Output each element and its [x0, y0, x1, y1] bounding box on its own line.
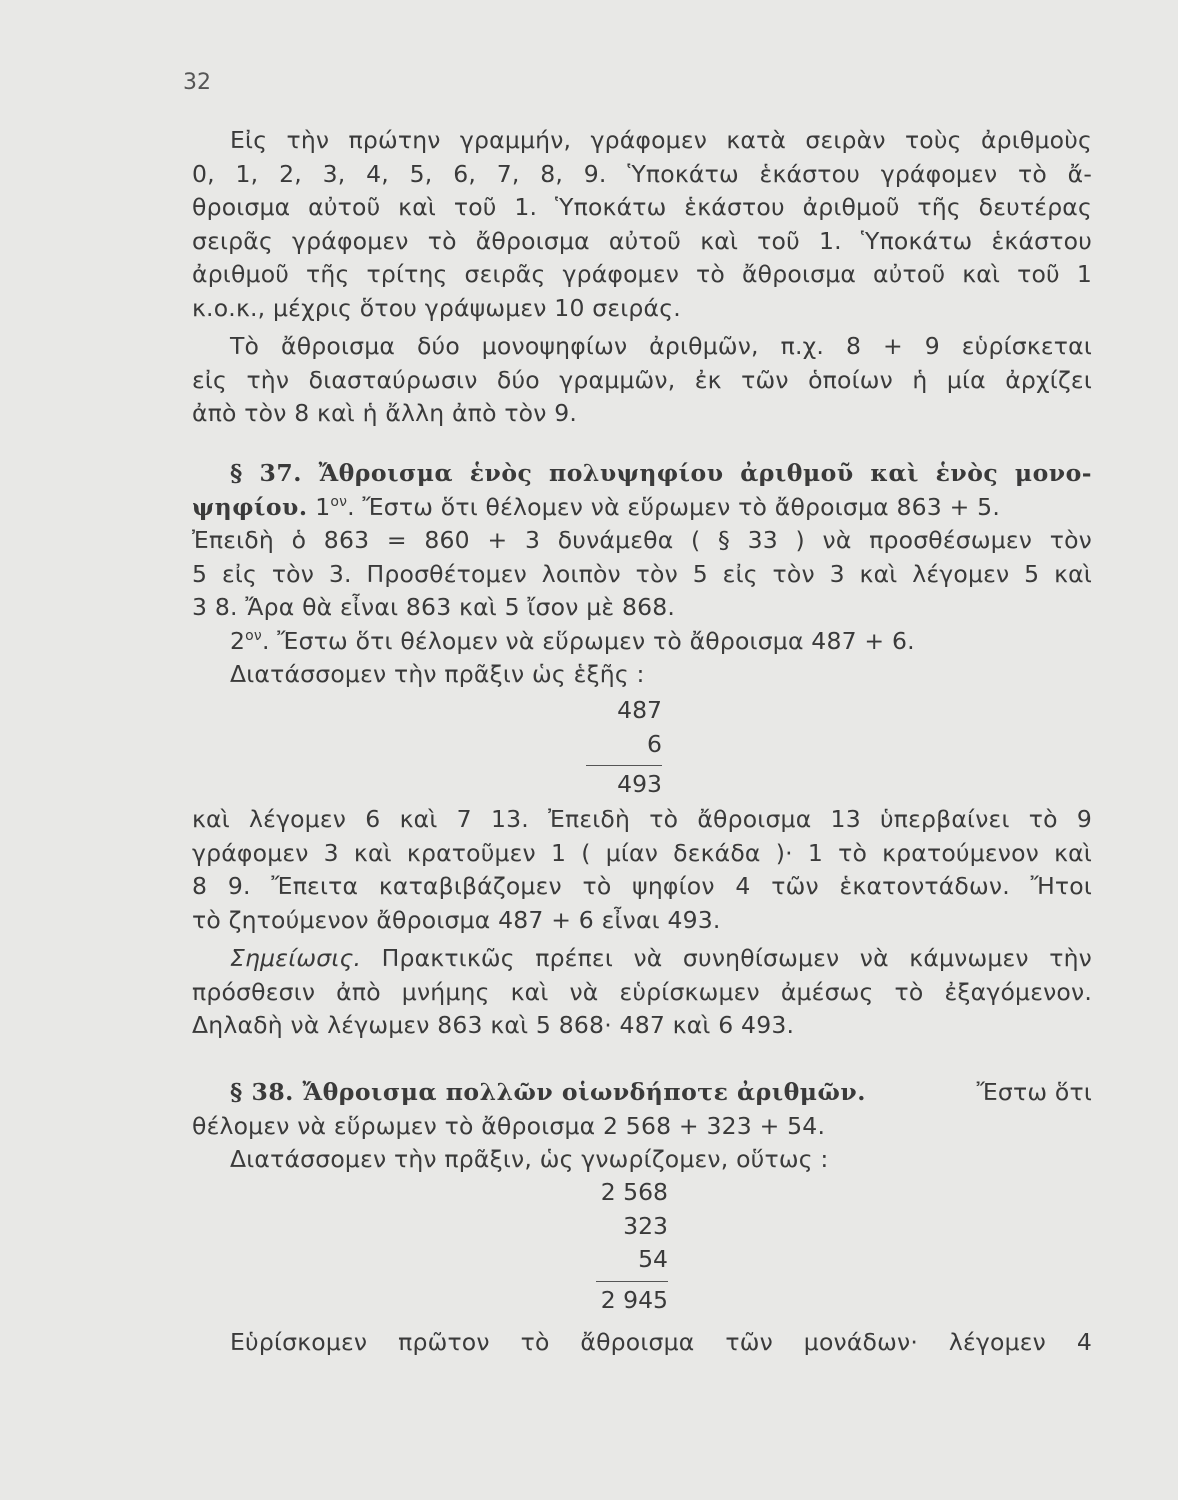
- addend: 487: [617, 696, 662, 724]
- section-37-explanation: [192, 803, 1092, 937]
- text-line: Ἐπειδὴ ὁ 863 = 860 + 3 δυνάμεθα ( § 33 ) νὰ προσθέσωμεν τὸν: [192, 526, 1092, 554]
- note: [192, 942, 1092, 1043]
- text-line: καὶ λέγομεν 6 καὶ 7 13. Ἐπειδὴ τὸ ἄθροισμα 13 ὑπερβαίνει τὸ 9: [192, 805, 1092, 833]
- text-line: γράφομεν 3 καὶ κρατοῦμεν 1 ( μίαν δεκάδα )· 1 τὸ κρατούμενον καὶ: [192, 838, 1092, 867]
- final-paragraph: [192, 1326, 1092, 1360]
- ordinal-sup: ον: [330, 493, 348, 510]
- section-37-title: § 37. Ἄθροισμα ἑνὸς πολυψηφίου ἀριθμοῦ καὶ ἑνὸς μονο-: [230, 459, 1092, 487]
- sum-rule: [586, 765, 662, 766]
- addition-2568-323-54: [596, 1176, 668, 1317]
- text-line: θέλομεν νὰ εὕρωμεν τὸ ἄθροισμα 2 568 + 323 + 54.: [192, 1111, 826, 1140]
- text-span: . Ἔστω ὅτι θέλομεν νὰ εὕρωμεν τὸ ἄθροισμα 863 + 5.: [347, 492, 1001, 521]
- text-line: εἰς τὴν διασταύρωσιν δύο γραμμῶν, ἐκ τῶν ὁποίων ἡ μία ἀρχίζει: [192, 365, 1092, 394]
- text-line: 8 9. Ἔπειτα καταβιβάζομεν τὸ ψηφίον 4 τῶν ἑκατοντάδων. Ἤτοι: [192, 872, 1092, 900]
- text-line: πρόσθεσιν ἀπὸ μνήμης καὶ νὰ εὑρίσκωμεν ἀμέσως τὸ ἐξαγόμενον.: [192, 977, 1092, 1006]
- text-line: [192, 1076, 1092, 1110]
- addend: 2 568: [600, 1178, 668, 1206]
- addend: 6: [647, 729, 662, 758]
- text-line: τὸ ζητούμενον ἄθροισμα 487 + 6 εἶναι 493.: [192, 905, 721, 934]
- text-line: 5 εἰς τὸν 3. Προσθέτομεν λοιπὸν τὸν 5 εἰς τὸν 3 καὶ λέγομεν 5 καὶ: [192, 559, 1092, 588]
- text-line: Δηλαδὴ νὰ λέγωμεν 863 καὶ 5 868· 487 καὶ 6 493.: [192, 1011, 795, 1039]
- text-line: θροισμα αὐτοῦ καὶ τοῦ 1. Ὑποκάτω ἑκάστου ἀριθμοῦ τῆς δευτέρας: [192, 193, 1092, 221]
- page-number: 32: [183, 70, 211, 95]
- addend: 323: [623, 1211, 668, 1240]
- text-line: [192, 491, 1092, 525]
- addition-487-6: [586, 694, 662, 802]
- text-line: Εὑρίσκομεν πρῶτον τὸ ἄθροισμα τῶν μονάδων· λέγομεν 4: [230, 1328, 1092, 1356]
- section-38-title: § 38. Ἄθροισμα πολλῶν οἱωνδήποτε ἀριθμῶν.: [230, 1078, 866, 1106]
- sum: 493: [617, 770, 662, 798]
- text-line: ἀπὸ τὸν 8 καὶ ἡ ἄλλη ἀπὸ τὸν 9.: [192, 399, 578, 427]
- text-line: Διατάσσομεν τὴν πρᾶξιν ὡς ἑξῆς :: [230, 660, 645, 688]
- text-line: κ.ο.κ., μέχρις ὅτου γράψωμεν 10 σειράς.: [192, 293, 681, 322]
- text-line: σειρᾶς γράφομεν τὸ ἄθροισμα αὐτοῦ καὶ τοῦ 1. Ὑποκάτω ἑκάστου: [192, 226, 1092, 255]
- addend: 54: [638, 1245, 668, 1273]
- section-38: [192, 1076, 1092, 1177]
- ordinal-second: 2: [230, 626, 246, 655]
- ordinal-first: 1: [315, 492, 331, 521]
- text-span: . Ἔστω ὅτι θέλομεν νὰ εὕρωμεν τὸ ἄθροισμα 487 + 6.: [261, 626, 915, 655]
- paragraph-2: [192, 330, 1092, 431]
- text-span: Ἔστω ὅτι: [976, 1078, 1092, 1106]
- paragraph-1: [192, 124, 1092, 325]
- ordinal-sup: ον: [245, 627, 262, 644]
- text-line: Διατάσσομεν τὴν πρᾶξιν, ὡς γνωρίζομεν, οὕτως :: [230, 1145, 829, 1173]
- sum-rule: [596, 1281, 668, 1282]
- text-line: [192, 625, 1092, 659]
- text-line: [192, 942, 1092, 976]
- note-label: Σημείωσις.: [230, 944, 362, 972]
- text-span: Πρακτικῶς πρέπει νὰ συνηθίσωμεν νὰ κάμνωμεν τὴν: [361, 944, 1092, 972]
- section-37-title-end: ψηφίου.: [192, 492, 308, 521]
- text-line: 0, 1, 2, 3, 4, 5, 6, 7, 8, 9. Ὑποκάτω ἑκάστου γράφομεν τὸ ἄ-: [192, 159, 1092, 188]
- section-37: [192, 457, 1092, 692]
- text-line: 3 8. Ἄρα θὰ εἶναι 863 καὶ 5 ἴσον μὲ 868.: [192, 593, 676, 621]
- text-line: ἀριθμοῦ τῆς τρίτης σειρᾶς γράφομεν τὸ ἄθροισμα αὐτοῦ καὶ τοῦ 1: [192, 260, 1092, 288]
- text-line: Εἰς τὴν πρώτην γραμμήν, γράφομεν κατὰ σειρὰν τοὺς ἀριθμοὺς: [230, 126, 1092, 154]
- text-line: Τὸ ἄθροισμα δύο μονοψηφίων ἀριθμῶν, π.χ. 8 + 9 εὑρίσκεται: [230, 332, 1092, 360]
- sum: 2 945: [600, 1285, 668, 1314]
